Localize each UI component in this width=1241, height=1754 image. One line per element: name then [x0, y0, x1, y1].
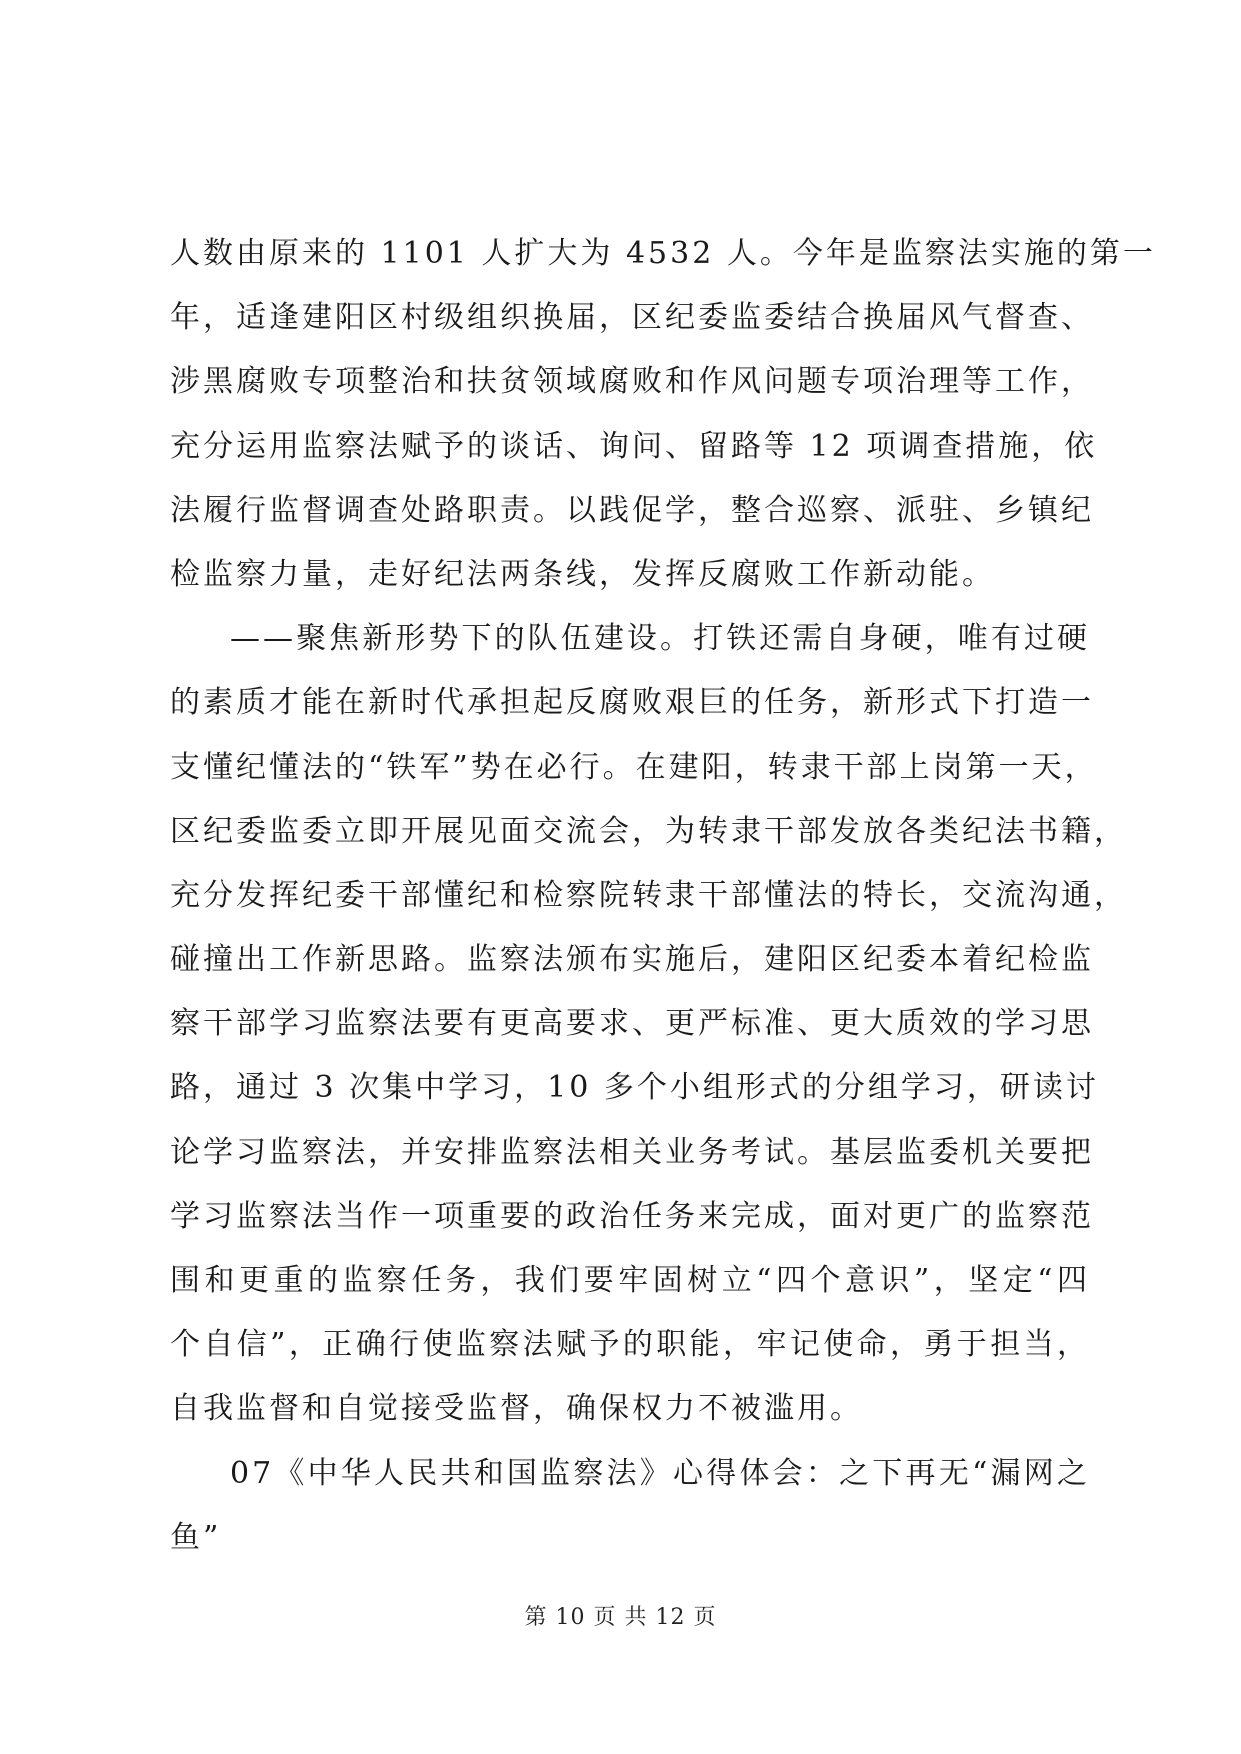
- text-line: 鱼”: [170, 1519, 222, 1555]
- text-line: 法履行监督调查处路职责。以践促学，整合巡察、派驻、乡镇纪: [170, 492, 1094, 528]
- text-line: 充分运用监察法赋予的谈话、询问、留路等 12 项调查措施，依: [170, 428, 1098, 464]
- text-line: 的素质才能在新时代承担起反腐败艰巨的任务，新形式下打造一: [170, 685, 1094, 721]
- page-number-footer: 第 10 页 共 12 页: [524, 1605, 717, 1630]
- text-line: 人数由原来的 1101 人扩大为 4532 人。今年是监察法实施的第一: [170, 236, 1156, 271]
- text-line: 围和更重的监察任务，我们要牢固树立“四个意识”，坚定“四: [170, 1263, 1090, 1298]
- text-line: 路，通过 3 次集中学习，10 多个小组形式的分组学习，研读讨: [170, 1070, 1099, 1106]
- text-line: 涉黑腐败专项整治和扶贫领域腐败和作风问题专项治理等工作，: [170, 364, 1094, 400]
- text-line: 支懂纪懂法的“铁军”势在必行。在建阳，转隶干部上岗第一天，: [170, 749, 1098, 785]
- text-line: 检监察力量，走好纪法两条线，发挥反腐败工作新动能。: [170, 556, 995, 592]
- text-line: 论学习监察法，并安排监察法相关业务考试。基层监委机关要把: [170, 1134, 1094, 1170]
- text-line: 个自信”，正确行使监察法赋予的职能，牢记使命，勇于担当，: [170, 1327, 1090, 1363]
- document-body: [170, 222, 1156, 1570]
- paragraph-2: [170, 607, 1127, 1441]
- text-line: 07《中华人民共和国监察法》心得体会：之下再无“漏网之: [230, 1455, 1090, 1491]
- text-line: 察干部学习监察法要有更高要求、更严标准、更大质效的学习思: [170, 1006, 1094, 1042]
- paragraph-1: [170, 222, 1156, 607]
- text-line: 学习监察法当作一项重要的政治任务来完成，面对更广的监察范: [170, 1198, 1094, 1234]
- text-line: 区纪委监委立即开展见面交流会，为转隶干部发放各类纪法书籍，: [170, 813, 1127, 849]
- text-line: 年，适逢建阳区村级组织换届，区纪委监委结合换届风气督查、: [170, 300, 1094, 336]
- paragraph-3: [170, 1442, 1090, 1570]
- text-line: 碰撞出工作新思路。监察法颁布实施后，建阳区纪委本着纪检监: [170, 942, 1094, 978]
- text-line: 充分发挥纪委干部懂纪和检察院转隶干部懂法的特长，交流沟通，: [170, 877, 1127, 913]
- text-line: ——聚焦新形势下的队伍建设。打铁还需自身硬，唯有过硬: [230, 621, 1090, 657]
- text-line: 自我监督和自觉接受监督，确保权力不被滥用。: [170, 1391, 863, 1427]
